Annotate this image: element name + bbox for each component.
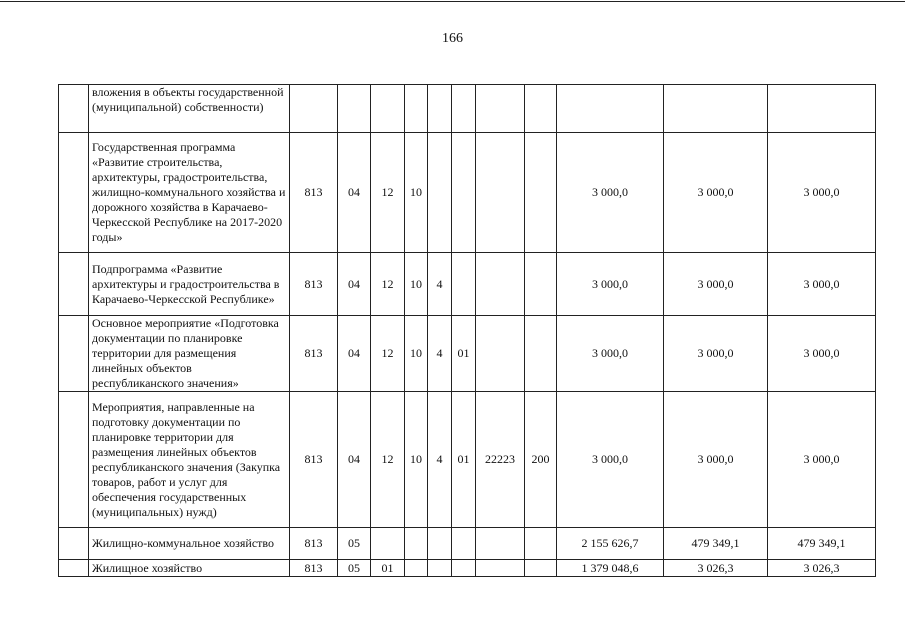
cell-section: 04 xyxy=(338,253,371,316)
cell-direction: 22223 xyxy=(476,392,525,528)
cell-subsection xyxy=(371,85,405,133)
cell-direction xyxy=(476,85,525,133)
cell-expense-type: 200 xyxy=(525,392,557,528)
cell-amount-2: 479 349,1 xyxy=(664,528,768,560)
cell-subprogram: 4 xyxy=(428,392,452,528)
cell-amount-1 xyxy=(557,85,664,133)
cell-admin-code: 813 xyxy=(290,253,338,316)
cell-direction xyxy=(476,528,525,560)
blank-cell xyxy=(59,560,89,577)
row-name: Основное мероприятие «Подготовка документации по планировке территории для размещения линейных объектов республиканского значения» xyxy=(89,316,290,392)
cell-amount-3: 479 349,1 xyxy=(768,528,876,560)
cell-admin-code: 813 xyxy=(290,392,338,528)
blank-cell xyxy=(59,85,89,133)
cell-amount-3: 3 026,3 xyxy=(768,560,876,577)
cell-subsection: 12 xyxy=(371,316,405,392)
cell-admin-code xyxy=(290,85,338,133)
cell-expense-type xyxy=(525,253,557,316)
cell-amount-1: 1 379 048,6 xyxy=(557,560,664,577)
cell-amount-1: 3 000,0 xyxy=(557,392,664,528)
cell-program: 10 xyxy=(405,253,428,316)
cell-expense-type xyxy=(525,560,557,577)
cell-subprogram xyxy=(428,560,452,577)
cell-amount-1: 3 000,0 xyxy=(557,316,664,392)
table-row xyxy=(59,392,876,528)
cell-event xyxy=(452,133,476,253)
cell-amount-2 xyxy=(664,85,768,133)
cell-subprogram xyxy=(428,133,452,253)
row-name: Жилищное хозяйство xyxy=(89,560,290,577)
blank-cell xyxy=(59,253,89,316)
table-row xyxy=(59,253,876,316)
table-row xyxy=(59,528,876,560)
cell-subprogram xyxy=(428,85,452,133)
row-name: Подпрограмма «Развитие архитектуры и градостроительства в Карачаево-Черкесской Республике» xyxy=(89,253,290,316)
cell-direction xyxy=(476,316,525,392)
cell-section xyxy=(338,85,371,133)
page-number: 166 xyxy=(442,31,463,46)
table-row xyxy=(59,560,876,577)
cell-subsection xyxy=(371,528,405,560)
cell-admin-code: 813 xyxy=(290,316,338,392)
cell-admin-code: 813 xyxy=(290,528,338,560)
cell-subprogram xyxy=(428,528,452,560)
cell-admin-code: 813 xyxy=(290,133,338,253)
cell-program: 10 xyxy=(405,133,428,253)
cell-amount-3: 3 000,0 xyxy=(768,316,876,392)
cell-event xyxy=(452,85,476,133)
cell-amount-2: 3 000,0 xyxy=(664,253,768,316)
cell-program xyxy=(405,528,428,560)
cell-subprogram: 4 xyxy=(428,316,452,392)
blank-cell xyxy=(59,528,89,560)
cell-event: 01 xyxy=(452,392,476,528)
cell-expense-type xyxy=(525,133,557,253)
cell-subprogram: 4 xyxy=(428,253,452,316)
cell-section: 04 xyxy=(338,316,371,392)
cell-program xyxy=(405,85,428,133)
table-row xyxy=(59,133,876,253)
cell-amount-1: 3 000,0 xyxy=(557,253,664,316)
cell-amount-2: 3 000,0 xyxy=(664,392,768,528)
cell-program: 10 xyxy=(405,392,428,528)
cell-direction xyxy=(476,253,525,316)
cell-amount-3 xyxy=(768,85,876,133)
cell-expense-type xyxy=(525,528,557,560)
cell-amount-3: 3 000,0 xyxy=(768,392,876,528)
cell-program xyxy=(405,560,428,577)
cell-program: 10 xyxy=(405,316,428,392)
row-name: Жилищно-коммунальное хозяйство xyxy=(89,528,290,560)
cell-direction xyxy=(476,560,525,577)
cell-event xyxy=(452,253,476,316)
row-name: Государственная программа «Развитие строительства, архитектуры, градостроительства, жилищно-коммунального хозяйства и дорожного хозяйства в Карачаево-Черкесской Республике на 2017-2020 годы» xyxy=(89,133,290,253)
table-row xyxy=(59,316,876,392)
cell-subsection: 12 xyxy=(371,253,405,316)
cell-amount-2: 3 000,0 xyxy=(664,133,768,253)
cell-amount-2: 3 026,3 xyxy=(664,560,768,577)
top-border-line xyxy=(0,1,905,2)
cell-section: 04 xyxy=(338,392,371,528)
blank-cell xyxy=(59,316,89,392)
cell-event xyxy=(452,528,476,560)
cell-event: 01 xyxy=(452,316,476,392)
row-name: вложения в объекты государственной (муниципальной) собственности) xyxy=(89,85,290,133)
cell-amount-3: 3 000,0 xyxy=(768,253,876,316)
cell-section: 04 xyxy=(338,133,371,253)
cell-amount-1: 3 000,0 xyxy=(557,133,664,253)
cell-section: 05 xyxy=(338,528,371,560)
budget-table xyxy=(58,84,876,577)
cell-amount-2: 3 000,0 xyxy=(664,316,768,392)
cell-subsection: 12 xyxy=(371,392,405,528)
table-row xyxy=(59,85,876,133)
cell-subsection: 01 xyxy=(371,560,405,577)
cell-amount-1: 2 155 626,7 xyxy=(557,528,664,560)
cell-expense-type xyxy=(525,85,557,133)
cell-subsection: 12 xyxy=(371,133,405,253)
cell-expense-type xyxy=(525,316,557,392)
cell-amount-3: 3 000,0 xyxy=(768,133,876,253)
row-name: Мероприятия, направленные на подготовку документации по планировке территории для размещения линейных объектов республиканского значения (Закупка товаров, работ и услуг для обеспечения государственных (муниципальных) нужд) xyxy=(89,392,290,528)
blank-cell xyxy=(59,392,89,528)
cell-section: 05 xyxy=(338,560,371,577)
cell-admin-code: 813 xyxy=(290,560,338,577)
blank-cell xyxy=(59,133,89,253)
cell-direction xyxy=(476,133,525,253)
cell-event xyxy=(452,560,476,577)
